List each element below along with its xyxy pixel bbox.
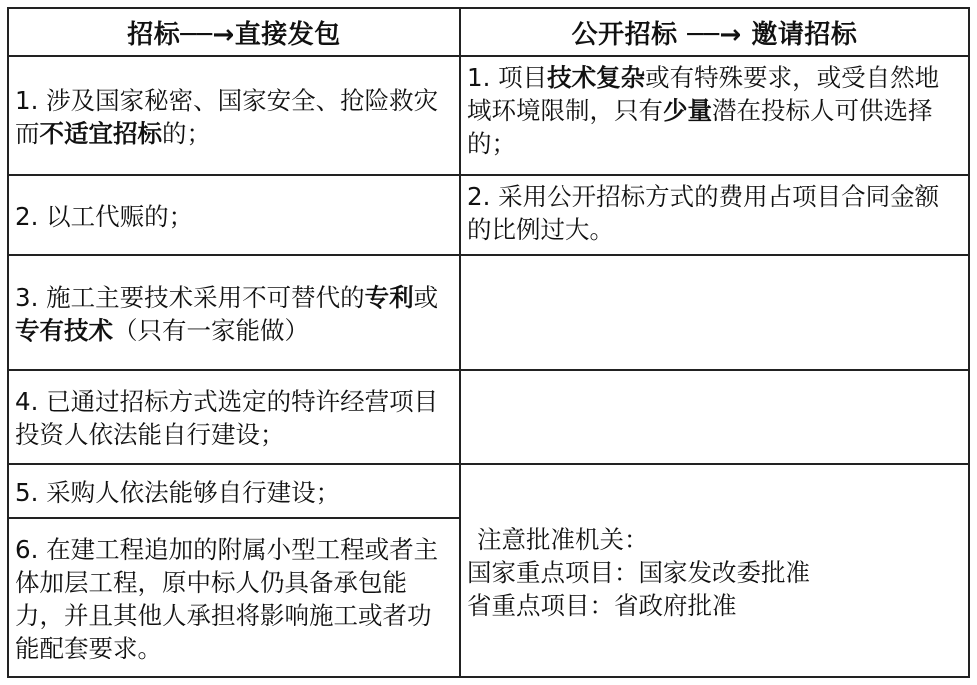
- left-row-6: [7, 517, 461, 678]
- left-row-1-text: [15, 84, 453, 150]
- body-text: 1. 涉及国家秘密、国家安全、抢险救灾而: [15, 85, 439, 148]
- left-row-2: [7, 174, 461, 256]
- approval-note-line-provincial: 省重点项目：省政府批准: [467, 591, 737, 620]
- approval-note-line-national: 国家重点项目：国家发改委批准: [467, 558, 810, 587]
- header-invited-tender: [459, 7, 970, 57]
- body-text: 潜在投标人可供选择的；: [467, 96, 933, 158]
- header-invited-tender-text: 公开招标 ──→ 邀请招标: [571, 19, 858, 50]
- right-row-2-text: [467, 180, 962, 246]
- comparison-table: [7, 7, 970, 678]
- body-text: 4. 已通过招标方式选定的特许经营项目投资人依法能自行建设；: [15, 387, 439, 449]
- approval-note: [459, 463, 970, 678]
- right-row-1-text: [467, 61, 962, 160]
- emphasis-text: 专有技术: [15, 315, 113, 345]
- right-row-2: [459, 174, 970, 256]
- left-row-6-text: [15, 533, 453, 665]
- left-row-1: [7, 55, 461, 176]
- body-text: 或: [413, 282, 439, 312]
- body-text: 5. 采购人依法能够自行建设；: [15, 477, 341, 507]
- left-row-3: [7, 254, 461, 371]
- left-row-2-text: [15, 200, 453, 233]
- emphasis-text: 专利: [364, 282, 414, 312]
- left-row-4-text: [15, 385, 453, 451]
- right-row-3-empty: [459, 254, 970, 371]
- approval-note-title: 注意批准机关：: [477, 525, 649, 554]
- left-row-4: [7, 369, 461, 465]
- header-direct-award: [7, 7, 461, 57]
- body-text: （只有一家能做）: [113, 315, 309, 345]
- emphasis-text: 技术复杂: [547, 63, 646, 92]
- header-direct-award-text: 招标──→直接发包: [127, 19, 341, 50]
- body-text: 2. 采用公开招标方式的费用占项目合同金额的比例过大。: [467, 182, 940, 244]
- left-row-3-text: [15, 281, 453, 347]
- body-text: 2. 以工代赈的；: [15, 201, 194, 231]
- right-row-1: [459, 55, 970, 176]
- body-text: 的；: [162, 118, 211, 148]
- body-text: 或有特殊要求，或受自然地域环境限制，只有: [467, 63, 940, 125]
- left-row-5: [7, 463, 461, 519]
- body-text: 6. 在建工程追加的附属小型工程或者主体加层工程，原中标人仍具备承包能力，并且其他人承担将影响施工或者功能配套要求。: [15, 534, 439, 663]
- left-row-5-text: [15, 476, 453, 509]
- emphasis-text: 少量: [663, 96, 712, 125]
- body-text: 3. 施工主要技术采用不可替代的: [15, 282, 365, 312]
- right-row-4-empty: [459, 369, 970, 465]
- body-text: 1. 项目: [467, 63, 548, 92]
- emphasis-text: 不适宜招标: [39, 118, 162, 148]
